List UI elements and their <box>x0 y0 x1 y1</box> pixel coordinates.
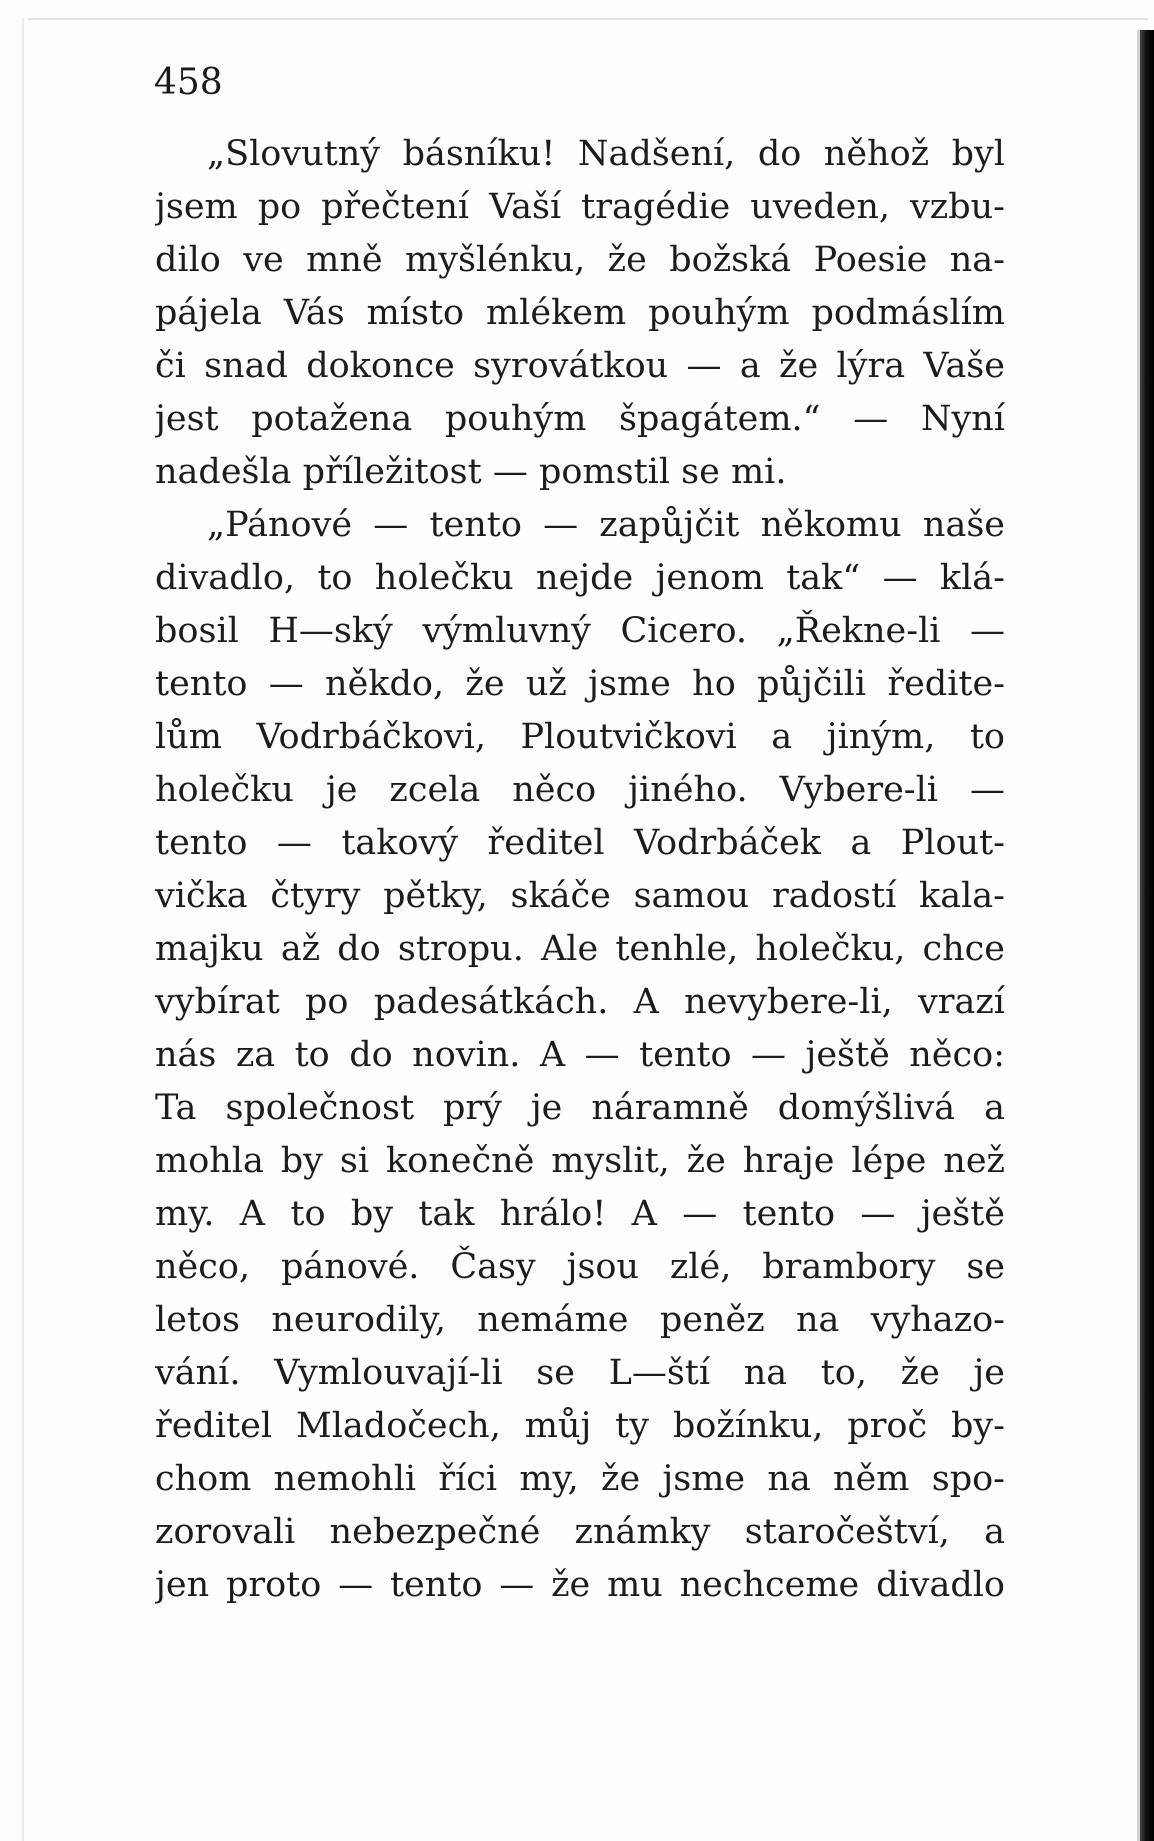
text-line: jest potažena pouhým špagátem.“ — Nyní <box>155 399 1005 439</box>
text-line: nás za to do novin. A — tento — ještě něco: <box>155 1035 1005 1075</box>
text-line: vička čtyry pětky, skáče samou radostí kala- <box>155 876 1005 916</box>
text-line: lům Vodrbáčkovi, Ploutvičkovi a jiným, to <box>155 717 1005 757</box>
text-line: nadešla příležitost — pomstil se mi. <box>155 452 787 492</box>
text-line: letos neurodily, nemáme peněz na vyhazo- <box>155 1300 1005 1340</box>
text-line: ředitel Mladočech, můj ty božínku, proč by- <box>155 1406 1005 1446</box>
body-text <box>155 128 1005 1612</box>
page-number: 458 <box>154 62 223 103</box>
text-line: pájela Vás místo mlékem pouhým podmáslím <box>155 293 1005 333</box>
text-line: bosil H—ský výmluvný Cicero. „Řekne-li — <box>155 611 1005 651</box>
text-line: holečku je zcela něco jiného. Vybere-li — <box>155 770 1005 810</box>
page-top-edge <box>28 18 1148 20</box>
text-line: Ta společnost prý je náramně domýšlivá a <box>155 1088 1005 1128</box>
text-line: divadlo, to holečku nejde jenom tak“ — klá- <box>155 558 1005 598</box>
text-line: tento — někdo, že už jsme ho půjčili ředite- <box>155 664 1005 704</box>
text-line: jsem po přečtení Vaší tragédie uveden, vzbu- <box>155 187 1005 227</box>
text-line: zorovali nebezpečné známky staročeštví, a <box>155 1512 1005 1552</box>
text-line: něco, pánové. Časy jsou zlé, brambory se <box>155 1247 1005 1287</box>
text-line: „Slovutný básníku! Nadšení, do něhož byl <box>207 134 1005 174</box>
text-line: majku až do stropu. Ale tenhle, holečku, chce <box>155 929 1005 969</box>
text-line: vání. Vymlouvají-li se L—ští na to, že je <box>155 1353 1005 1393</box>
page-left-edge <box>22 18 24 1841</box>
text-line: „Pánové — tento — zapůjčit někomu naše <box>207 505 1005 545</box>
text-line: tento — takový ředitel Vodrbáček a Plout- <box>155 823 1005 863</box>
text-line: chom nemohli říci my, že jsme na něm spo- <box>155 1459 1005 1499</box>
text-line: vybírat po padesátkách. A nevybere-li, vrazí <box>155 982 1005 1022</box>
text-line: jen proto — tento — že mu nechceme divadlo <box>155 1565 1005 1605</box>
text-line: dilo ve mně myšlénku, že božská Poesie na- <box>155 240 1005 280</box>
text-line: mohla by si konečně myslit, že hraje lépe než <box>155 1141 1005 1181</box>
book-spine <box>1140 30 1154 1841</box>
text-line: či snad dokonce syrovátkou — a že lýra Vaše <box>155 346 1005 386</box>
text-line: my. A to by tak hrálo! A — tento — ještě <box>155 1194 1005 1234</box>
